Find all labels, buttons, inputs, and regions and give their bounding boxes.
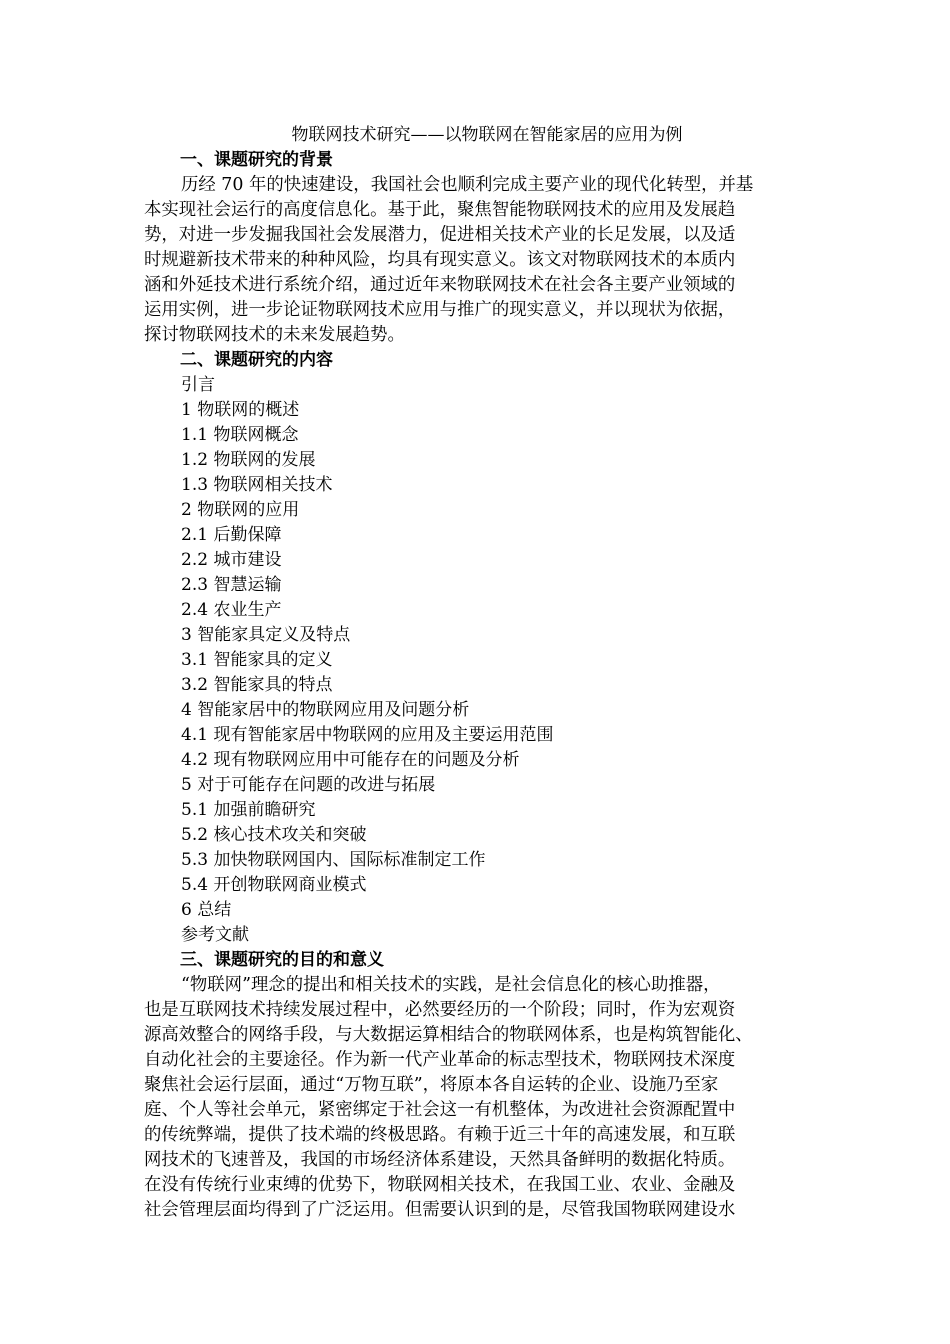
outline-list bbox=[144, 373, 810, 948]
outline-item: 5.3 加快物联网国内、国际标准制定工作 bbox=[181, 850, 486, 870]
purpose-paragraph bbox=[144, 973, 810, 1223]
outline-item: 参考文献 bbox=[181, 925, 249, 945]
paragraph-line: 源高效整合的网络手段，与大数据运算相结合的物联网体系，也是构筑智能化、 bbox=[144, 1025, 753, 1045]
paragraph-line: 在没有传统行业束缚的优势下，物联网相关技术，在我国工业、农业、金融及 bbox=[144, 1175, 736, 1195]
section-content bbox=[144, 348, 810, 948]
outline-item: 3.2 智能家具的特点 bbox=[181, 675, 333, 695]
paragraph-line: 聚焦社会运行层面，通过“万物互联”，将原本各自运转的企业、设施乃至家 bbox=[144, 1075, 719, 1095]
outline-item: 2.2 城市建设 bbox=[181, 550, 282, 570]
paragraph-line: 势，对进一步发掘我国社会发展潜力，促进相关技术产业的长足发展，以及适 bbox=[144, 225, 736, 245]
outline-item: 2 物联网的应用 bbox=[181, 500, 300, 520]
outline-item: 2.1 后勤保障 bbox=[181, 525, 282, 545]
section-purpose bbox=[144, 948, 810, 1223]
outline-item: 4 智能家居中的物联网应用及问题分析 bbox=[181, 700, 470, 720]
outline-item: 1.3 物联网相关技术 bbox=[181, 475, 333, 495]
paragraph-line: 时规避新技术带来的种种风险，均具有现实意义。该文对物联网技术的本质内 bbox=[144, 250, 736, 270]
outline-item: 5 对于可能存在问题的改进与拓展 bbox=[181, 775, 436, 795]
paragraph-line: 网技术的飞速普及，我国的市场经济体系建设，天然具备鲜明的数据化特质。 bbox=[144, 1150, 736, 1170]
outline-item: 3.1 智能家具的定义 bbox=[181, 650, 333, 670]
outline-item: 6 总结 bbox=[181, 900, 232, 920]
paragraph-line: 社会管理层面均得到了广泛运用。但需要认识到的是，尽管我国物联网建设水 bbox=[144, 1200, 736, 1220]
outline-item: 2.3 智慧运输 bbox=[181, 575, 282, 595]
outline-item: 4.2 现有物联网应用中可能存在的问题及分析 bbox=[181, 750, 520, 770]
outline-item: 5.4 开创物联网商业模式 bbox=[181, 875, 367, 895]
section-heading-purpose: 三、课题研究的目的和意义 bbox=[180, 950, 384, 970]
paragraph-line: 运用实例，进一步论证物联网技术应用与推广的现实意义，并以现状为依据， bbox=[144, 300, 736, 320]
outline-item: 1 物联网的概述 bbox=[181, 400, 300, 420]
outline-item: 3 智能家具定义及特点 bbox=[181, 625, 351, 645]
document-title: 物联网技术研究——以物联网在智能家居的应用为例 bbox=[291, 125, 683, 145]
outline-item: 5.1 加强前瞻研究 bbox=[181, 800, 316, 820]
outline-item: 引言 bbox=[181, 375, 215, 395]
outline-item: 1.2 物联网的发展 bbox=[181, 450, 316, 470]
paragraph-line: 历经 70 年的快速建设，我国社会也顺利完成主要产业的现代化转型，并基 bbox=[181, 175, 754, 195]
background-paragraph bbox=[144, 173, 810, 348]
paragraph-line: 本实现社会运行的高度信息化。基于此，聚焦智能物联网技术的应用及发展趋 bbox=[144, 200, 736, 220]
paragraph-line: 自动化社会的主要途径。作为新一代产业革命的标志型技术，物联网技术深度 bbox=[144, 1050, 736, 1070]
outline-item: 1.1 物联网概念 bbox=[181, 425, 299, 445]
paragraph-line: 涵和外延技术进行系统介绍，通过近年来物联网技术在社会各主要产业领域的 bbox=[144, 275, 736, 295]
section-heading-background: 一、课题研究的背景 bbox=[180, 150, 333, 170]
outline-item: 2.4 农业生产 bbox=[181, 600, 282, 620]
outline-item: 4.1 现有智能家居中物联网的应用及主要运用范围 bbox=[181, 725, 554, 745]
paragraph-line: 也是互联网技术持续发展过程中，必然要经历的一个阶段；同时，作为宏观资 bbox=[144, 1000, 736, 1020]
section-heading-content: 二、课题研究的内容 bbox=[180, 350, 333, 370]
paragraph-line: 庭、个人等社会单元，紧密绑定于社会这一有机整体，为改进社会资源配置中 bbox=[144, 1100, 736, 1120]
paragraph-line: 探讨物联网技术的未来发展趋势。 bbox=[144, 325, 405, 345]
paragraph-line: 的传统弊端，提供了技术端的终极思路。有赖于近三十年的高速发展，和互联 bbox=[144, 1125, 736, 1145]
section-background bbox=[144, 148, 810, 348]
outline-item: 5.2 核心技术攻关和突破 bbox=[181, 825, 367, 845]
paragraph-line: “物联网”理念的提出和相关技术的实践，是社会信息化的核心助推器， bbox=[181, 975, 721, 995]
